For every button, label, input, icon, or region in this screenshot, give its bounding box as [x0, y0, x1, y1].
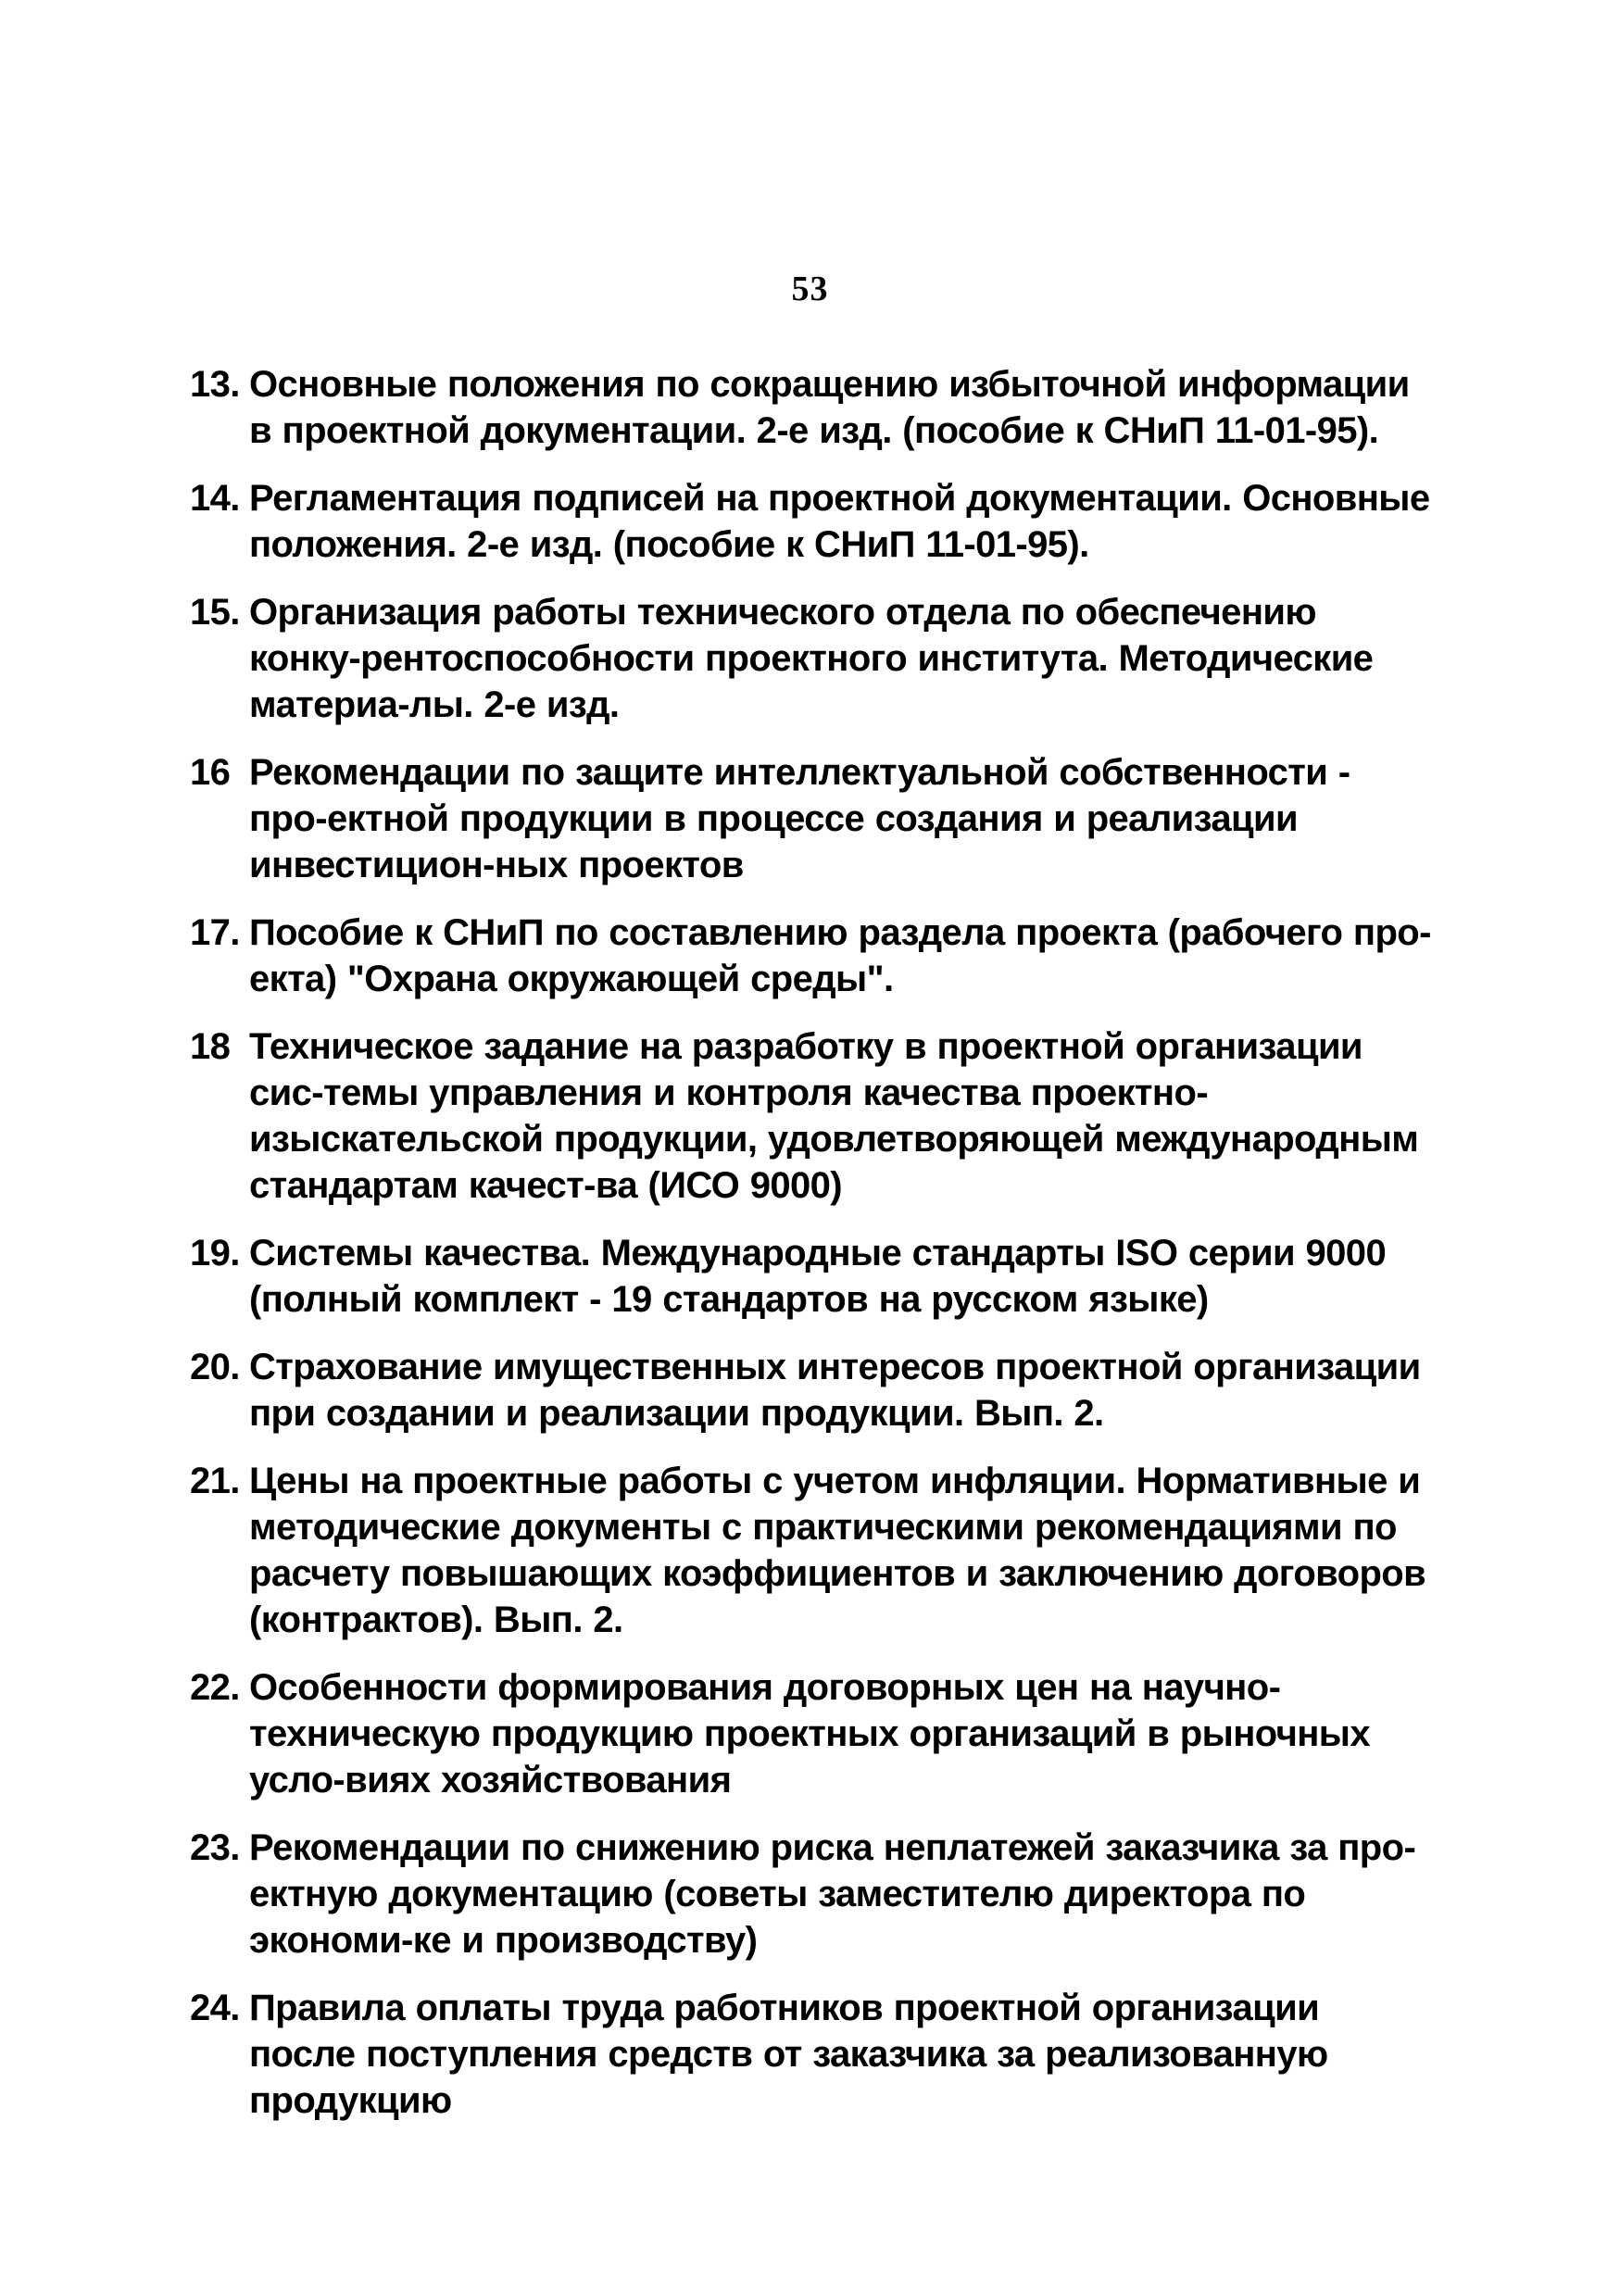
reference-number: 20. [190, 1347, 240, 1387]
reference-text: Системы качества. Международные стандарты ISO серии 9000 (полный комплект - 19 стандартов на русском языке) [249, 1233, 1387, 1320]
reference-item-23 [190, 1825, 1431, 1964]
reference-item-17 [190, 910, 1431, 1002]
page-number: 53 [791, 270, 829, 308]
reference-item-24 [190, 1985, 1431, 2124]
reference-text: Рекомендации по защите интеллектуальной собственности - про-ектной продукции в процессе создания и реализации инвестицион-ных проектов [249, 752, 1350, 885]
reference-number: 22. [190, 1667, 240, 1708]
reference-number: 15. [190, 592, 240, 633]
reference-text: Особенности формирования договорных цен на научно-техническую продукцию проектных организаций в рыночных усло-виях хозяйствования [249, 1667, 1370, 1800]
reference-number: 19. [190, 1233, 240, 1273]
reference-item-16 [190, 749, 1431, 888]
reference-text: Основные положения по сокращению избыточной информации в проектной документации. 2-е изд. (пособие к СНиП 11-01-95). [249, 364, 1410, 451]
reference-item-14 [190, 475, 1431, 568]
reference-list [190, 361, 1431, 2145]
reference-item-13 [190, 361, 1431, 454]
reference-text: Цены на проектные работы с учетом инфляции. Нормативные и методические документы с практическими рекомендациями по расчету повышающих коэффициентов и заключению договоров (контрактов). Вып. 2. [249, 1461, 1426, 1640]
reference-number: 24. [190, 1988, 240, 2028]
reference-number: 16 [190, 752, 231, 793]
reference-number: 13. [190, 364, 240, 405]
reference-text: Рекомендации по снижению риска неплатежей заказчика за про-ектную документацию (советы заместителю директора по экономи-ке и производству) [249, 1827, 1416, 1961]
reference-item-19 [190, 1230, 1431, 1323]
reference-item-20 [190, 1344, 1431, 1437]
reference-item-22 [190, 1664, 1431, 1803]
reference-item-18 [190, 1023, 1431, 1209]
reference-text: Правила оплаты труда работников проектной организации после поступления средств от заказчика за реализованную продукцию [249, 1988, 1328, 2121]
reference-text: Страхование имущественных интересов проектной организации при создании и реализации продукции. Вып. 2. [249, 1347, 1421, 1434]
reference-number: 17. [190, 912, 240, 953]
reference-item-21 [190, 1458, 1431, 1643]
reference-text: Регламентация подписей на проектной документации. Основные положения. 2-е изд. (пособие к СНиП 11-01-95). [249, 478, 1430, 565]
reference-number: 14. [190, 478, 240, 519]
reference-text: Техническое задание на разработку в проектной организации сис-темы управления и контроля качества проектно-изыскательской продукции, удовлетворяющей международным стандартам качест-ва (ИСО 9000) [249, 1026, 1419, 1206]
reference-number: 23. [190, 1827, 240, 1868]
reference-number: 18 [190, 1026, 231, 1067]
reference-text: Пособие к СНиП по составлению раздела проекта (рабочего про-екта) "Охрана окружающей среды". [249, 912, 1431, 999]
reference-text: Организация работы технического отдела по обеспечению конку-рентоспособности проектного института. Методические материа-лы. 2-е изд. [249, 592, 1374, 725]
reference-item-15 [190, 589, 1431, 728]
reference-number: 21. [190, 1461, 240, 1501]
